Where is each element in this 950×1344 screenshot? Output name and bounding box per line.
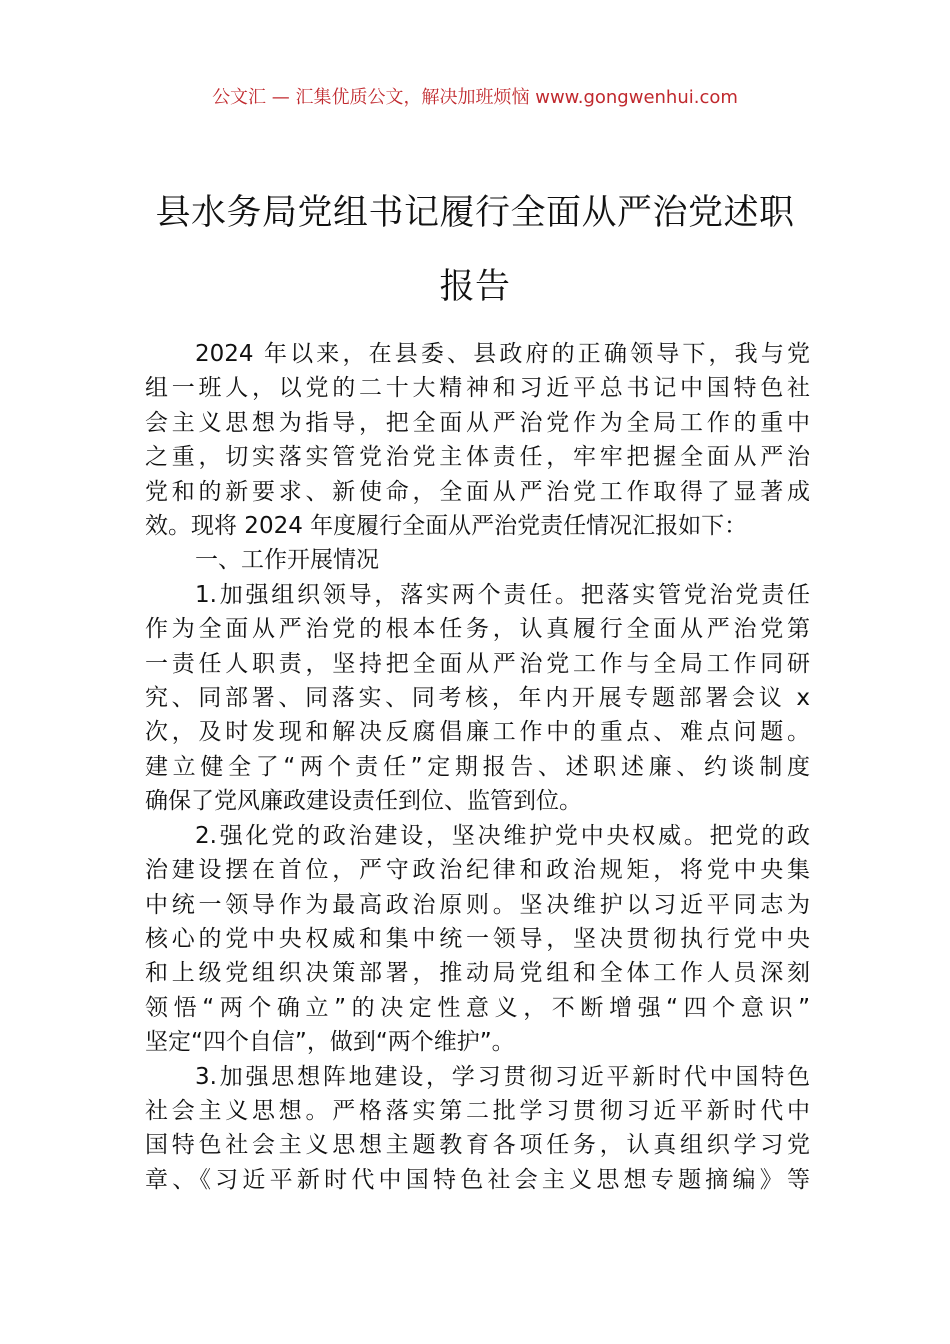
text-line: 1.加强组织领导，落实两个责任。把落实管党治党责任 [195,581,810,608]
text-line: 党和的新要求、新使命，全面从严治党工作取得了显著成 [145,478,810,505]
title-line-1: 县水务局党组书记履行全面从严治党述职 [155,193,795,233]
text-line: 究、同部署、同落实、同考核，年内开展专题部署会议 x [145,685,810,712]
text-line: 一责任人职责，坚持把全面从严治党工作与全局工作同研 [145,650,810,677]
text-line: 社会主义思想。严格落实第二批学习贯彻习近平新时代中 [145,1097,810,1124]
text-line: 核心的党中央权威和集中统一领导，坚决贯彻执行党中央 [145,925,810,952]
heading-text: 一、工作开展情况 [195,547,379,574]
paragraph-item-1 [145,578,810,819]
paragraph-item-2 [145,819,810,1060]
text-line: 次，及时发现和解决反腐倡廉工作中的重点、难点问题。 [145,719,810,746]
text-line: 组一班人，以党的二十大精神和习近平总书记中国特色社 [145,375,810,402]
text-line: 会主义思想为指导，把全面从严治党作为全局工作的重中 [145,409,810,436]
paragraph-item-3 [145,1060,810,1198]
text-line: 2024 年以来，在县委、县政府的正确领导下，我与党 [195,341,810,367]
text-line: 建立健全了“两个责任”定期报告、述职述廉、约谈制度 [145,753,810,780]
text-line: 确保了党风廉政建设责任到位、监管到位。 [145,788,582,815]
section-heading [145,543,810,577]
text-line: 国特色社会主义思想主题教育各项任务，认真组织学习党 [145,1132,810,1159]
text-line: 之重，切实落实管党治党主体责任，牢牢把握全面从严治 [145,444,810,471]
text-line: 治建设摆在首位，严守政治纪律和政治规矩，将党中央集 [145,857,810,884]
document-body [145,337,810,1197]
text-line: 3.加强思想阵地建设，学习贯彻习近平新时代中国特色 [195,1063,810,1090]
title-line-2: 报告 [439,267,511,307]
text-line: 2.强化党的政治建设，坚决维护党中央权威。把党的政 [195,822,810,849]
document-title [120,176,830,324]
text-line: 章、《习近平新时代中国特色社会主义思想专题摘编》等 [145,1166,810,1193]
text-line: 领悟“两个确立”的决定性意义，不断增强“四个意识” [145,994,810,1021]
text-line: 和上级党组织决策部署，推动局党组和全体工作人员深刻 [145,960,810,987]
text-line: 中统一领导作为最高政治原则。坚决维护以习近平同志为 [145,891,810,918]
paragraph-intro [145,337,810,543]
text-line: 作为全面从严治党的根本任务，认真履行全面从严治党第 [145,616,810,643]
text-line: 坚定“四个自信”，做到“两个维护”。 [145,1029,515,1056]
header-banner: 公文汇 — 汇集优质公文，解决加班烦恼 www.gongwenhui.com [212,87,738,108]
text-line: 效。现将 2024 年度履行全面从严治党责任情况汇报如下： [145,513,748,540]
